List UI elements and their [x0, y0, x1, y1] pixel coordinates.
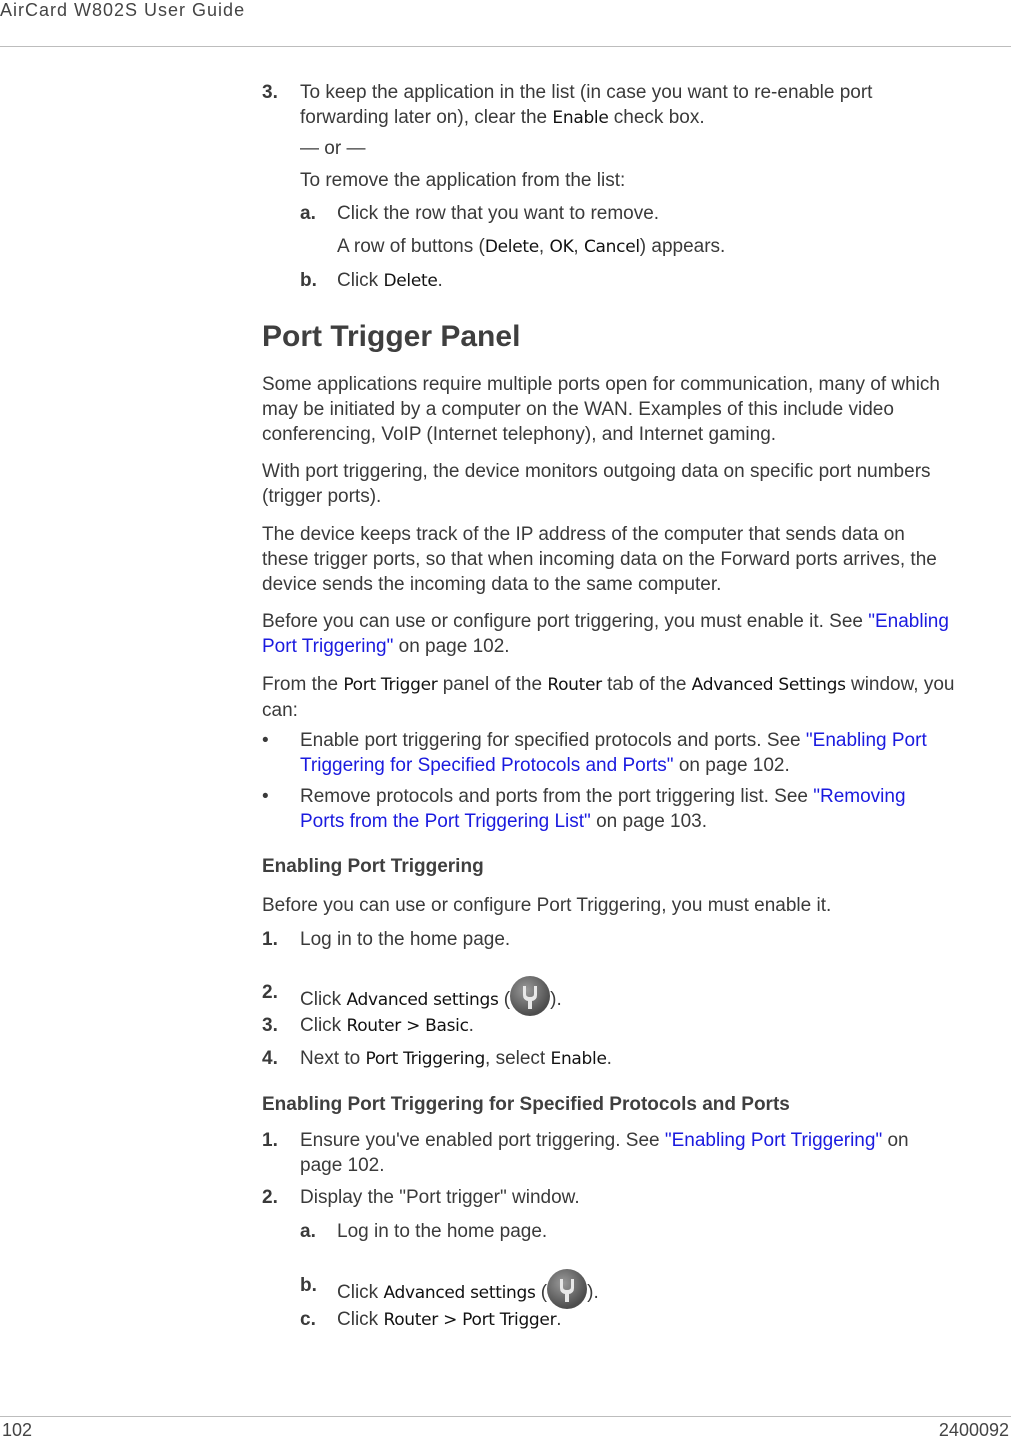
text: Enable port triggering for specified protocols and ports. See	[300, 730, 806, 751]
step-number: 2.	[262, 982, 278, 1003]
text: Remove protocols and ports from the port triggering list. See	[300, 786, 814, 807]
substep-text	[337, 1307, 562, 1333]
paragraph	[262, 372, 1011, 447]
line: (trigger ports).	[262, 486, 382, 507]
cross-ref-link[interactable]: "Enabling Port Triggering"	[664, 1130, 883, 1151]
cross-ref-link[interactable]: "Removing	[813, 786, 906, 807]
line: can:	[262, 700, 298, 721]
cross-ref-link[interactable]: Port Triggering"	[262, 636, 394, 657]
step-text	[300, 1046, 612, 1072]
substep-letter: b.	[300, 270, 317, 291]
header-title: AirCard W802S User Guide	[0, 0, 246, 20]
line: may be initiated by a computer on the WAN. Examples of this include video	[262, 399, 894, 420]
buttons-row-text	[337, 234, 725, 260]
text: From the	[262, 674, 344, 695]
line: device sends the incoming data to the same computer.	[262, 574, 722, 595]
paragraph	[262, 672, 954, 723]
text: Click	[300, 1015, 347, 1036]
subsection-intro: Before you can use or configure Port Triggering, you must enable it.	[262, 895, 832, 916]
text: A row of buttons (	[337, 236, 485, 257]
text: .	[606, 1048, 612, 1069]
step-text	[300, 1013, 474, 1039]
text: tab of the	[601, 674, 692, 695]
footer-rule	[0, 1416, 1011, 1417]
wrench-icon	[547, 1269, 587, 1309]
doc-number: 2400092	[938, 1420, 1009, 1440]
step-text: Log in to the home page.	[300, 929, 511, 950]
line	[300, 784, 906, 809]
bullet: •	[262, 730, 269, 751]
ui-label: Port Trigger	[343, 675, 438, 695]
substep-letter: b.	[300, 1275, 317, 1296]
bullet-text	[300, 728, 927, 778]
substep-letter: c.	[300, 1309, 316, 1330]
step-number: 4.	[262, 1048, 278, 1069]
text: window, you	[845, 674, 955, 695]
text: .	[556, 1309, 562, 1330]
or-separator: — or —	[300, 138, 366, 159]
step-text: Display the "Port trigger" window.	[300, 1187, 580, 1208]
line: these trigger ports, so that when incoming data on the Forward ports arrives, the	[262, 549, 937, 570]
text: panel of the	[437, 674, 548, 695]
ui-label: Advanced Settings	[691, 675, 846, 695]
text: forwarding later on), clear the	[300, 107, 553, 128]
subsection-title: Enabling Port Triggering for Specified Protocols and Ports	[262, 1094, 790, 1115]
step-line	[300, 105, 872, 131]
text: Click	[300, 989, 347, 1011]
cross-ref-link[interactable]: "Enabling Port	[805, 730, 927, 751]
text: check box.	[608, 107, 705, 128]
ui-label: Advanced settings	[383, 1283, 536, 1304]
substep-text: Log in to the home page.	[337, 1221, 548, 1242]
paragraph	[262, 459, 931, 509]
line: page 102.	[300, 1155, 385, 1176]
section-title: Port Trigger Panel	[262, 320, 521, 353]
step-number: 3.	[262, 82, 278, 103]
ui-label: Delete	[383, 271, 438, 291]
ui-label: OK	[549, 237, 574, 257]
line	[300, 1128, 909, 1153]
line	[262, 634, 949, 659]
line	[300, 809, 906, 834]
text: (	[498, 989, 511, 1011]
ui-label: Enable	[550, 1049, 607, 1069]
line: The device keeps track of the IP address of the computer that sends data on	[262, 524, 905, 545]
text: on page 102.	[393, 636, 510, 657]
ui-label: Enable	[552, 108, 609, 128]
ui-label: Cancel	[583, 237, 640, 257]
step-text	[300, 1128, 909, 1178]
text: , select	[485, 1048, 551, 1069]
wrench-icon	[510, 976, 550, 1016]
text: Next to	[300, 1048, 366, 1069]
line: conferencing, VoIP (Internet telephony), and Internet gaming.	[262, 424, 777, 445]
line	[300, 728, 927, 753]
text: on page 102.	[673, 755, 790, 776]
substep-letter: a.	[300, 1221, 316, 1242]
bullet: •	[262, 786, 269, 807]
ui-label: Router	[547, 675, 602, 695]
page-number: 102	[2, 1420, 33, 1440]
text: .	[437, 270, 443, 291]
text: ,	[538, 236, 550, 257]
substep-letter: a.	[300, 203, 316, 224]
line: With port triggering, the device monitors outgoing data on specific port numbers	[262, 461, 931, 482]
cross-ref-link[interactable]: Ports from the Port Triggering List"	[300, 811, 591, 832]
step-number: 3.	[262, 1015, 278, 1036]
ui-label: Port Triggering	[365, 1049, 486, 1069]
cross-ref-link[interactable]: Triggering for Specified Protocols and Ports"	[300, 755, 674, 776]
text: ).	[550, 989, 562, 1011]
ui-label: Router > Basic	[346, 1016, 469, 1036]
text: ,	[573, 236, 584, 257]
text: on	[882, 1130, 909, 1151]
text: Ensure you've enabled port triggering. See	[300, 1130, 665, 1151]
subsection-title: Enabling Port Triggering	[262, 856, 484, 877]
ui-label: Delete	[484, 237, 539, 257]
bullet-text	[300, 784, 906, 834]
remove-intro: To remove the application from the list:	[300, 170, 626, 191]
step-line: To keep the application in the list (in case you want to re-enable port	[300, 82, 873, 103]
text: (	[535, 1282, 548, 1304]
text: Before you can use or configure port triggering, you must enable it. See	[262, 611, 869, 632]
text: Click	[337, 1309, 384, 1330]
text: ) appears.	[639, 236, 726, 257]
substep-text: Click the row that you want to remove.	[337, 203, 660, 224]
text: .	[468, 1015, 474, 1036]
ui-label: Router > Port Trigger	[383, 1310, 557, 1330]
text: Click	[337, 270, 384, 291]
line: Some applications require multiple ports open for communication, many of which	[262, 374, 940, 395]
step-number: 2.	[262, 1187, 278, 1208]
ui-label: Advanced settings	[346, 990, 499, 1011]
text: Click	[337, 1282, 384, 1304]
header-rule	[0, 46, 1011, 47]
paragraph	[262, 609, 949, 659]
text: ).	[587, 1282, 599, 1304]
step-text	[300, 80, 872, 131]
cross-ref-link[interactable]: "Enabling	[868, 611, 949, 632]
paragraph	[262, 522, 937, 597]
line	[262, 609, 949, 634]
line	[300, 753, 927, 778]
line	[262, 672, 954, 698]
step-number: 1.	[262, 929, 278, 950]
step-number: 1.	[262, 1130, 278, 1151]
text: on page 103.	[590, 811, 708, 832]
substep-text	[337, 268, 443, 294]
